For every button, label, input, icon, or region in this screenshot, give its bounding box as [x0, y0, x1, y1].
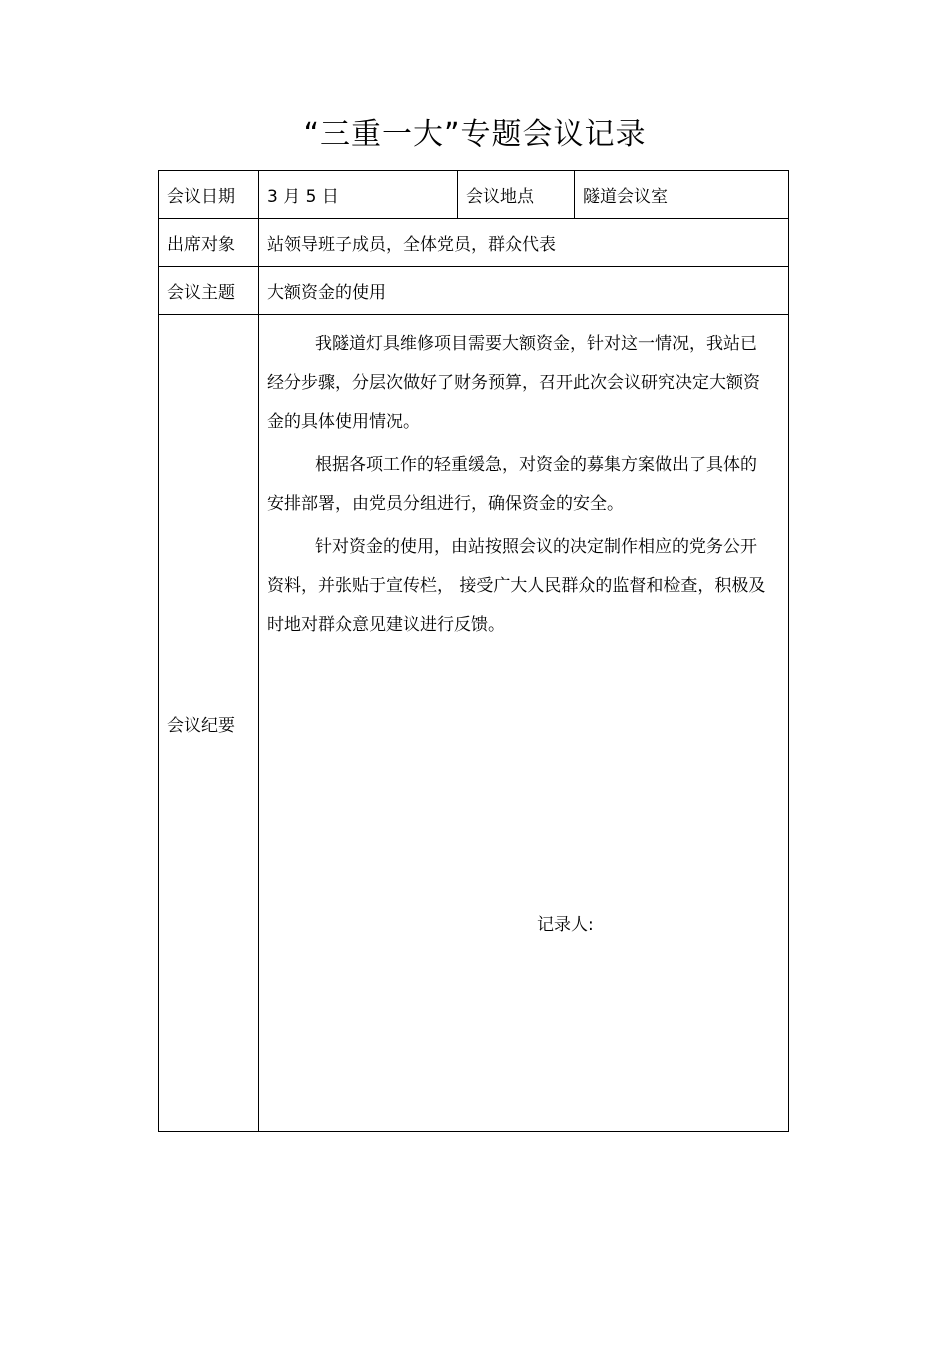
- attendees-value: 站领导班子成员，全体党员，群众代表: [259, 219, 789, 267]
- meeting-location-value: 隧道会议室: [575, 171, 789, 219]
- summary-paragraph-2: 根据各项工作的轻重缓急，对资金的募集方案做出了具体的安排部署，由党员分组进行，确保资金的安全。: [267, 455, 757, 514]
- document-title: “三重一大”专题会议记录: [303, 117, 647, 152]
- meeting-location-label: 会议地点: [458, 171, 575, 219]
- summary-paragraph-3: 针对资金的使用，由站按照会议的决定制作相应的党务公开资料，并张贴于宣传栏， 接受广大人民群众的监督和检查，积极及时地对群众意见建议进行反馈。: [267, 537, 766, 635]
- meeting-record-table: [158, 170, 789, 1132]
- meeting-date-label: 会议日期: [159, 171, 259, 219]
- recorder-label: 记录人:: [537, 915, 594, 935]
- date-location-row: [159, 171, 789, 219]
- attendees-row: [159, 219, 789, 267]
- summary-paragraph-1: 我隧道灯具维修项目需要大额资金，针对这一情况，我站已经分步骤，分层次做好了财务预算，召开此次会议研究决定大额资金的具体使用情况。: [267, 334, 760, 432]
- summary-row: [159, 315, 789, 1132]
- topic-label: 会议主题: [159, 267, 259, 315]
- summary-label: 会议纪要: [159, 315, 259, 1132]
- summary-body: [259, 315, 788, 645]
- summary-content: [259, 315, 789, 1132]
- topic-row: [159, 267, 789, 315]
- meeting-date-value: 3 月 5 日: [259, 171, 458, 219]
- topic-value: 大额资金的使用: [259, 267, 789, 315]
- attendees-label: 出席对象: [159, 219, 259, 267]
